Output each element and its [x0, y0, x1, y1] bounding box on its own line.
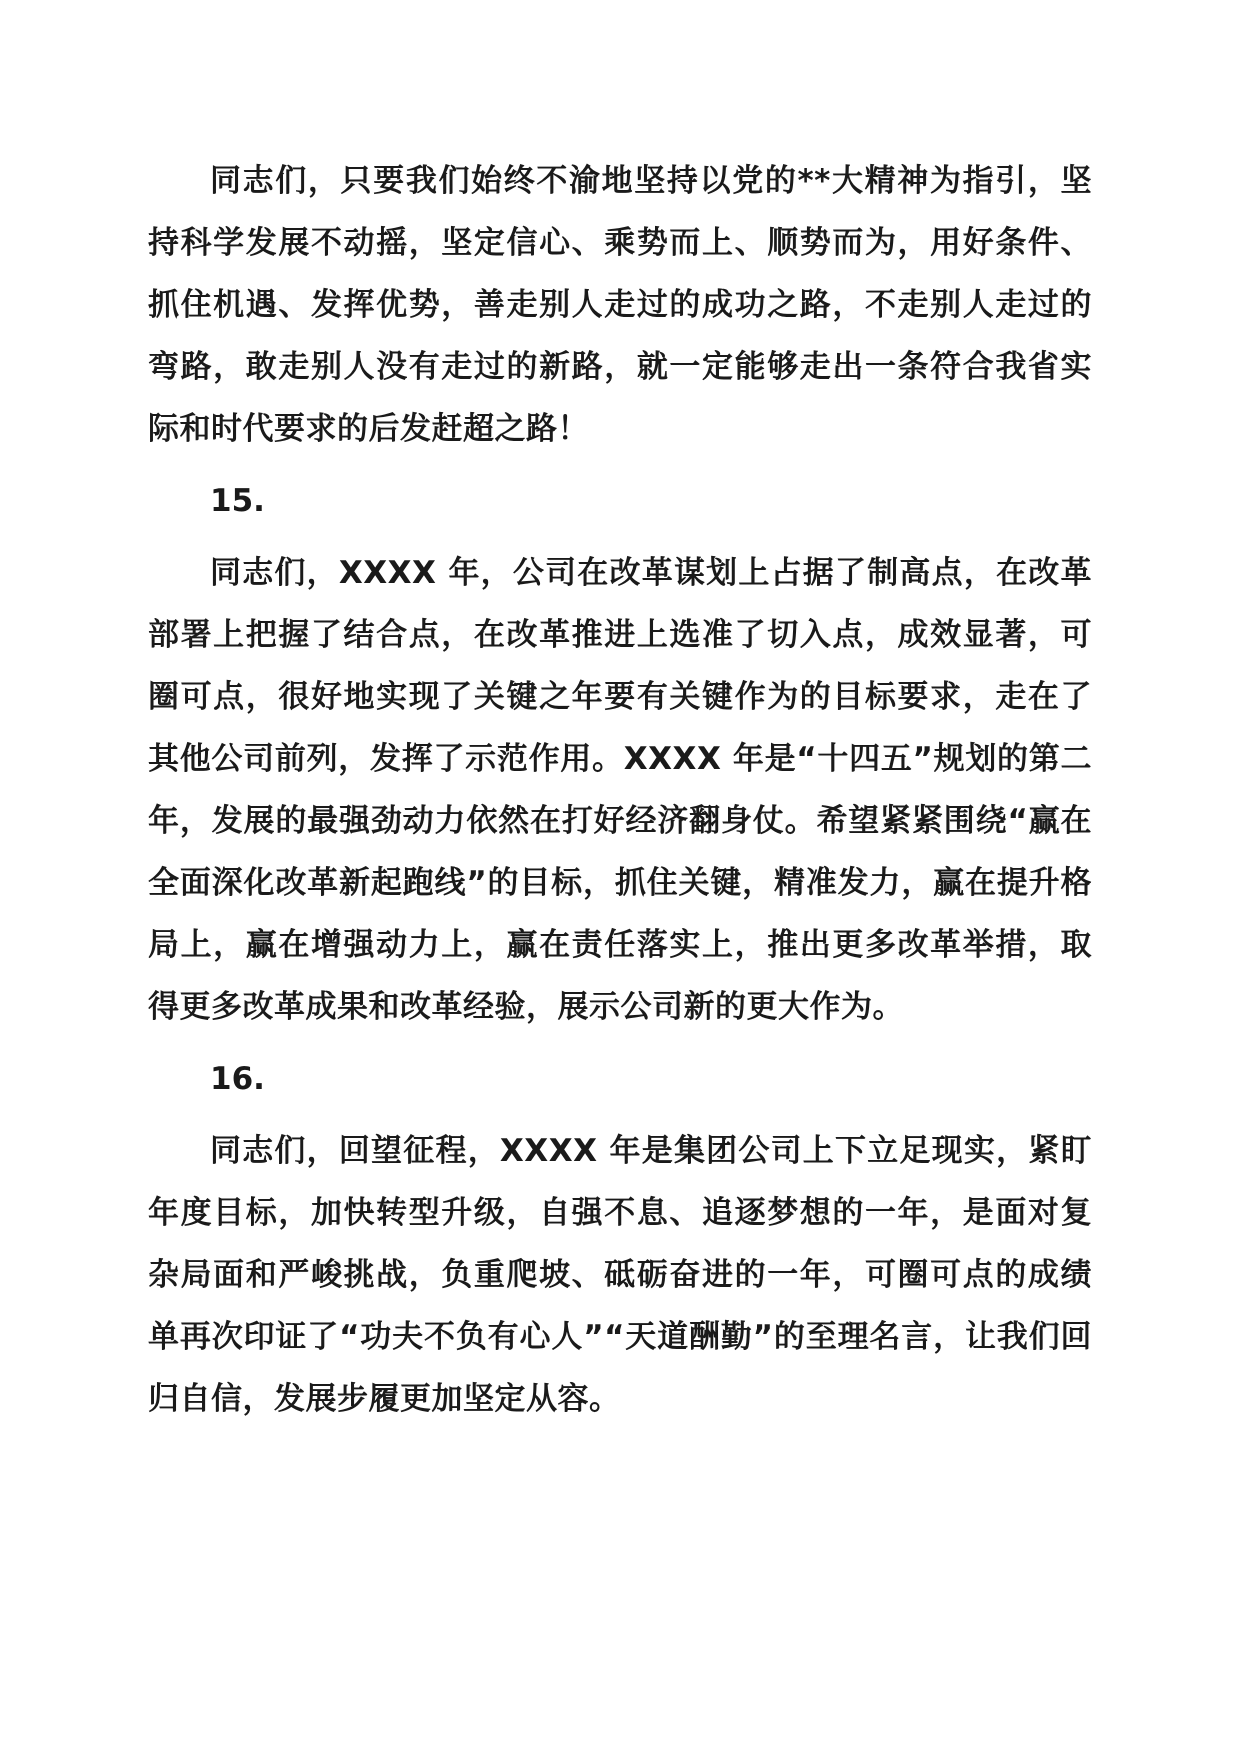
paragraph-intro: 同志们，只要我们始终不渝地坚持以党的**大精神为指引，坚持科学发展不动摇，坚定信心、乘势而上、顺势而为，用好条件、抓住机遇、发挥优势，善走别人走过的成功之路，不走别人走过的弯路，敢走别人没有走过的新路，就一定能够走出一条符合我省实际和时代要求的后发赶超之路！	[148, 163, 1092, 447]
paragraph-15: 同志们，XXXX 年，公司在改革谋划上占据了制高点，在改革部署上把握了结合点，在改革推进上选准了切入点，成效显著，可圈可点，很好地实现了关键之年要有关键作为的目标要求，走在了其他公司前列，发挥了示范作用。XXXX 年是“十四五”规划的第二年，发展的最强劲动力依然在打好经济翻身仗。希望紧紧围绕“赢在全面深化改革新起跑线”的目标，抓住关键，精准发力，赢在提升格局上，赢在增强动力上，赢在责任落实上，推出更多改革举措，取得更多改革成果和改革经验，展示公司新的更大作为。	[148, 555, 1092, 1025]
document-body	[148, 150, 1092, 1430]
heading-16: 16.	[210, 1061, 265, 1097]
heading-15: 15.	[210, 483, 265, 519]
paragraph-16: 同志们，回望征程，XXXX 年是集团公司上下立足现实，紧盯年度目标，加快转型升级，自强不息、追逐梦想的一年，是面对复杂局面和严峻挑战，负重爬坡、砥砺奋进的一年，可圈可点的成绩单再次印证了“功夫不负有心人”“天道酬勤”的至理名言，让我们回归自信，发展步履更加坚定从容。	[148, 1133, 1092, 1417]
